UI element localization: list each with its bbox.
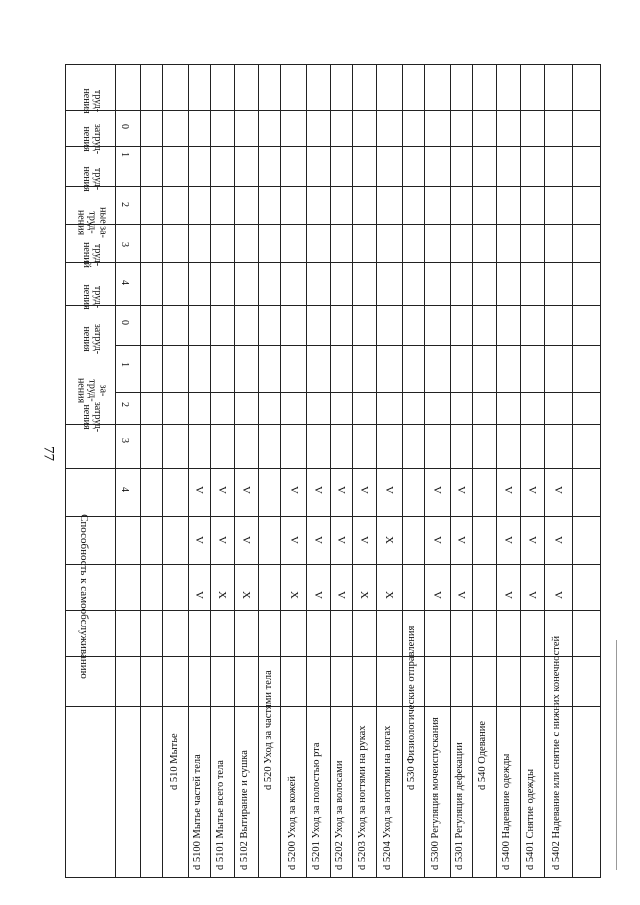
header-label: труд- нений bbox=[81, 242, 103, 268]
assessment-mark: V bbox=[216, 486, 228, 494]
band-title: Способность к самообслуживанию bbox=[78, 514, 90, 679]
assessment-mark: V bbox=[358, 486, 370, 494]
row-label: d 5204 Уход за ногтями на ногах bbox=[382, 725, 393, 870]
assessment-mark: V bbox=[502, 486, 514, 494]
table-row-line bbox=[140, 64, 141, 878]
page-edge-line bbox=[616, 640, 617, 870]
assessment-mark: V bbox=[455, 536, 467, 544]
header-number: 2 bbox=[119, 402, 130, 407]
table-row-line bbox=[424, 64, 425, 878]
header-number: 3 bbox=[119, 438, 130, 443]
row-label: d 5401 Снятие одежды bbox=[525, 768, 536, 870]
assessment-mark: V bbox=[240, 486, 252, 494]
table-row-line bbox=[544, 64, 545, 878]
assessment-mark: V bbox=[383, 486, 395, 494]
assessment-mark: V bbox=[455, 591, 467, 599]
assessment-mark: V bbox=[288, 536, 300, 544]
section-heading: d 510 Мытье bbox=[169, 733, 180, 790]
header-label: труд- нения bbox=[81, 166, 103, 192]
header-number: 3 bbox=[119, 242, 130, 247]
row-label: d 5102 Вытирание и сушка bbox=[239, 750, 250, 870]
row-label: d 5400 Надевание одежды bbox=[501, 753, 512, 870]
assessment-mark: V bbox=[312, 536, 324, 544]
assessment-mark: V bbox=[312, 486, 324, 494]
header-label: затруд- нения bbox=[81, 401, 103, 433]
header-label: труд- нения bbox=[81, 88, 103, 114]
row-label: d 5202 Уход за волосами bbox=[334, 760, 345, 870]
assessment-mark: V bbox=[288, 486, 300, 494]
table-row-line bbox=[306, 64, 307, 878]
header-number: 4 bbox=[119, 280, 130, 285]
assessment-mark: V bbox=[193, 591, 205, 599]
table-row-line bbox=[352, 64, 353, 878]
assessment-mark: V bbox=[552, 536, 564, 544]
table-row-line bbox=[234, 64, 235, 878]
assessment-mark: X bbox=[216, 591, 228, 599]
header-number: 2 bbox=[119, 202, 130, 207]
table-row-line bbox=[450, 64, 451, 878]
table-row-line bbox=[65, 64, 66, 878]
table-row-line bbox=[280, 64, 281, 878]
assessment-mark: V bbox=[312, 591, 324, 599]
row-label: d 5300 Регуляция мочеиспускания bbox=[430, 717, 441, 870]
assessment-mark: V bbox=[431, 536, 443, 544]
table-row-line bbox=[402, 64, 403, 878]
assessment-mark: V bbox=[526, 486, 538, 494]
assessment-mark: V bbox=[526, 591, 538, 599]
header-number: 1 bbox=[119, 362, 130, 367]
header-number: 1 bbox=[119, 152, 130, 157]
assessment-mark: V bbox=[526, 536, 538, 544]
assessment-mark: V bbox=[240, 536, 252, 544]
assessment-mark: V bbox=[502, 536, 514, 544]
header-label: затруд- нения bbox=[81, 323, 103, 355]
assessment-mark: X bbox=[383, 591, 395, 599]
header-number: 0 bbox=[119, 124, 130, 129]
assessment-mark: V bbox=[455, 486, 467, 494]
assessment-mark: V bbox=[216, 536, 228, 544]
assessment-mark: X bbox=[358, 591, 370, 599]
table-row-line bbox=[330, 64, 331, 878]
section-heading: d 520 Уход за частями тела bbox=[263, 670, 274, 790]
assessment-mark: V bbox=[193, 536, 205, 544]
assessment-mark: V bbox=[335, 486, 347, 494]
table-row-line bbox=[572, 64, 573, 878]
page-number: 77 bbox=[40, 446, 57, 461]
assessment-mark: V bbox=[552, 591, 564, 599]
table-row-line bbox=[520, 64, 521, 878]
row-label: d 5101 Мытье всего тела bbox=[215, 760, 226, 870]
header-number: 4 bbox=[119, 487, 130, 492]
table-row-line bbox=[376, 64, 377, 878]
assessment-mark: V bbox=[431, 486, 443, 494]
table-row-line bbox=[258, 64, 259, 878]
assessment-mark: V bbox=[552, 486, 564, 494]
assessment-mark: X bbox=[383, 536, 395, 544]
table-row-line bbox=[162, 64, 163, 878]
row-label: d 5201 Уход за полостью рта bbox=[311, 742, 322, 870]
table-row-line bbox=[188, 64, 189, 878]
assessment-mark: V bbox=[193, 486, 205, 494]
row-label: d 5402 Надевание или снятие с нижних конечностей bbox=[551, 635, 562, 870]
assessment-mark: V bbox=[431, 591, 443, 599]
assessment-mark: V bbox=[502, 591, 514, 599]
header-number: 0 bbox=[119, 320, 130, 325]
assessment-mark: V bbox=[358, 536, 370, 544]
header-label: ные за- труд- нения bbox=[75, 207, 109, 238]
assessment-mark: X bbox=[288, 591, 300, 599]
table-row-line bbox=[600, 64, 601, 878]
table-row-line bbox=[210, 64, 211, 878]
row-label: d 5301 Регуляция дефекации bbox=[454, 742, 465, 870]
assessment-mark: V bbox=[335, 591, 347, 599]
table-row-line bbox=[496, 64, 497, 878]
row-label: d 5203 Уход за ногтями на руках bbox=[357, 725, 368, 870]
header-label: затруд- нения bbox=[81, 123, 103, 155]
assessment-mark: V bbox=[335, 536, 347, 544]
header-label: за- труд- нения bbox=[75, 377, 109, 404]
table-row-line bbox=[472, 64, 473, 878]
row-label: d 5200 Уход за кожей bbox=[287, 775, 298, 870]
section-heading: d 530 Физиологические отправления bbox=[406, 625, 417, 790]
header-label: труд- нения bbox=[81, 284, 103, 310]
table-row-line bbox=[115, 64, 116, 878]
section-heading: d 540 Одевание bbox=[477, 720, 488, 790]
assessment-mark: X bbox=[240, 591, 252, 599]
row-label: d 5100 Мытье частей тела bbox=[192, 754, 203, 870]
